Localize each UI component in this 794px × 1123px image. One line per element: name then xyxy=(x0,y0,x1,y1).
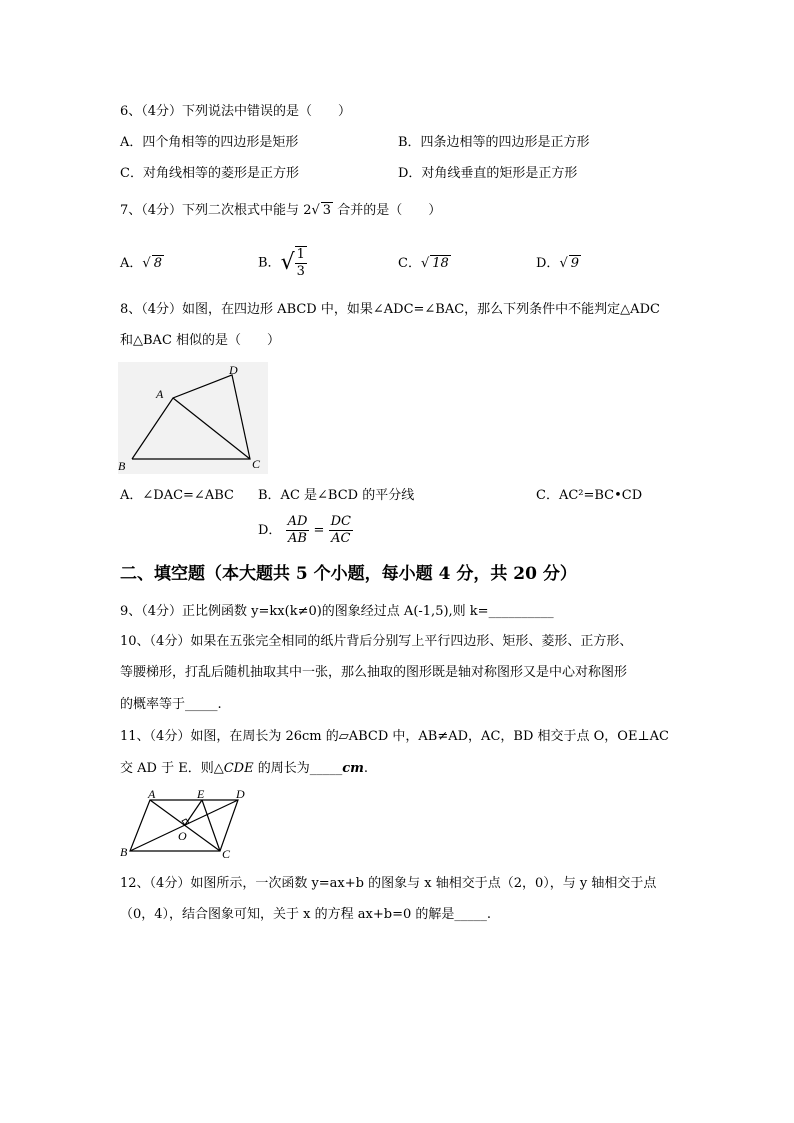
sqrt-symbol: √ 9 xyxy=(559,256,580,271)
q7-stem xyxy=(120,202,441,219)
q8-option-c: C．AC²=BC•CD xyxy=(536,488,643,503)
q7-b-numerator: 1 xyxy=(296,247,305,262)
label-b: B xyxy=(118,459,126,473)
sqrt-symbol: √ xyxy=(280,250,295,275)
q8-figure xyxy=(118,362,268,474)
q7-stem-post: 合并的是（ ） xyxy=(337,203,442,218)
figure-background xyxy=(118,362,268,474)
q7-option-b xyxy=(258,245,307,285)
q7-stem-coef: 2 xyxy=(303,203,312,218)
q6-stem: 6、（4分）下列说法中错误的是（ ） xyxy=(120,104,352,119)
label-o: O xyxy=(178,829,187,843)
label-a: A xyxy=(148,787,156,801)
q10-line2: 等腰梯形，打乱后随机抽取其中一张，那么抽取的图形既是轴对称图形又是中心对称图形 xyxy=(120,665,628,680)
q11-line2-end: . xyxy=(363,761,369,776)
q8-stem-line2: 和△BAC 相似的是（ ） xyxy=(120,333,281,348)
q11-line1: 11、（4分）如图，在周长为 26cm 的▱ABCD 中，AB≠AD，AC，BD 相交于点 O，OE⊥AC xyxy=(120,729,669,744)
q7-c-label: C． xyxy=(398,256,421,271)
q7-d-label: D． xyxy=(536,256,560,271)
denominator-ab: AB xyxy=(288,531,307,546)
q11-line2-mid: 的周长为_____ xyxy=(253,761,343,776)
q6-option-c: C．对角线相等的菱形是正方形 xyxy=(120,166,299,181)
q8-option-d xyxy=(258,514,353,554)
q8-stem-line1: 8、（4分）如图，在四边形 ABCD 中，如果∠ADC=∠BAC，那么下列条件中不能判定△ADC xyxy=(120,302,660,317)
q7-option-a xyxy=(120,255,164,272)
q7-a-label: A． xyxy=(120,256,143,271)
q12-line2: （0，4），结合图象可知，关于 x 的方程 ax+b=0 的解是_____. xyxy=(120,907,491,922)
q11-figure xyxy=(118,786,258,862)
numerator-ad: AD xyxy=(287,514,308,529)
numerator-dc: DC xyxy=(330,514,351,529)
q7-d-radicand: 9 xyxy=(570,256,580,271)
q11-line2 xyxy=(120,761,368,777)
q11-line2-unit: cm xyxy=(342,761,364,776)
sqrt-symbol: √ 18 xyxy=(420,256,449,271)
segment-ec xyxy=(202,800,220,851)
q6-option-a: A．四个角相等的四边形是矩形 xyxy=(120,135,299,150)
q8-option-a: A．∠DAC=∠ABC xyxy=(120,488,234,503)
q11-line2-pre: 交 AD 于 E．则△ xyxy=(120,761,224,776)
q7-option-c xyxy=(398,255,451,272)
q8-d-label: D． xyxy=(258,523,282,538)
q7-b-fraction xyxy=(295,246,307,280)
q7-stem-radicand: 3 xyxy=(322,203,332,218)
q7-stem-pre: 7、（4分）下列二次根式中能与 xyxy=(120,203,300,218)
label-c: C xyxy=(222,847,231,861)
fraction-ad-ab xyxy=(286,514,310,547)
label-d: D xyxy=(229,363,238,377)
q6-option-b: B．四条边相等的四边形是正方形 xyxy=(398,135,590,150)
fraction-dc-ac xyxy=(329,514,353,547)
q11-line2-triangle: CDE xyxy=(223,761,254,776)
section-2-heading: 二、填空题（本大题共 5 个小题，每小题 4 分，共 20 分） xyxy=(120,564,577,584)
q7-a-radicand: 8 xyxy=(153,256,162,271)
label-e: E xyxy=(197,787,205,801)
q7-option-d xyxy=(536,255,581,272)
q7-b-denominator: 3 xyxy=(296,264,305,279)
label-a: A xyxy=(156,387,164,401)
sqrt-symbol: √ 8 xyxy=(142,256,162,271)
q9-stem: 9、（4分）正比例函数 y=kx(k≠0)的图象经过点 A(-1,5),则 k=__________ xyxy=(120,604,554,619)
q8-option-b: B．AC 是∠BCD 的平分线 xyxy=(258,488,415,503)
label-b: B xyxy=(120,845,128,859)
label-c: C xyxy=(252,457,261,471)
q7-b-label: B． xyxy=(258,255,281,271)
q12-line1: 12、（4分）如图所示，一次函数 y=ax+b 的图象与 x 轴相交于点（2，0），与 y 轴相交于点 xyxy=(120,876,657,891)
q10-line3: 的概率等于_____. xyxy=(120,697,222,712)
equals-sign: = xyxy=(313,523,325,538)
q10-line1: 10、（4分）如果在五张完全相同的纸片背后分别写上平行四边形、矩形、菱形、正方形、 xyxy=(120,634,633,649)
sqrt-symbol: √ 3 xyxy=(311,203,332,218)
label-d: D xyxy=(236,787,245,801)
q6-option-d: D．对角线垂直的矩形是正方形 xyxy=(398,166,578,181)
denominator-ac: AC xyxy=(331,531,351,546)
diagonal-bd xyxy=(130,800,238,851)
q7-c-radicand: 18 xyxy=(432,256,449,271)
